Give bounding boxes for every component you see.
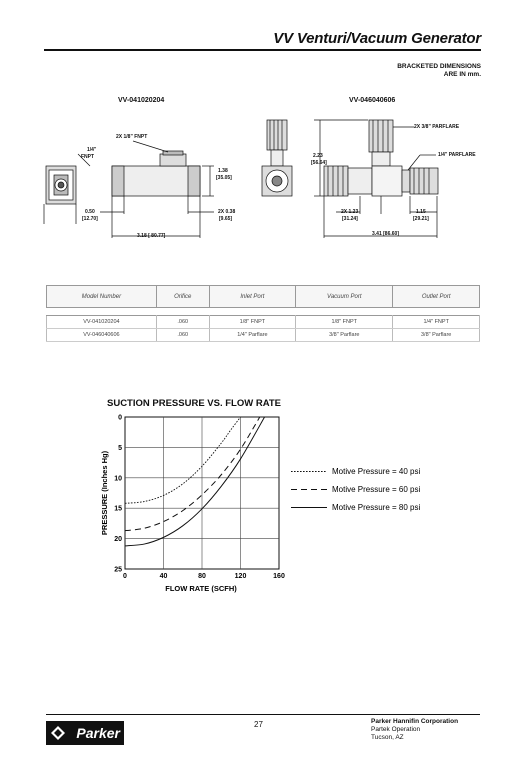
x-tick-label: 80 <box>198 573 206 580</box>
left-port-side-label-2: FNPT <box>81 154 95 160</box>
chart-title: SUCTION PRESSURE VS. FLOW RATE <box>107 398 282 409</box>
right-port-side-label: 1/4" PARFLARE <box>438 152 476 158</box>
series-line <box>125 417 241 503</box>
dimension-note-line1: BRACKETED DIMENSIONS <box>397 63 481 70</box>
right-height-dim-1: 2.23 <box>313 153 323 159</box>
right-height-dim-2: [56.64] <box>311 160 327 166</box>
table-cell: 1/8" FNPT <box>296 316 393 329</box>
table-cell: 1/4" Parflare <box>209 329 296 342</box>
col-header-orifice: Orifice <box>156 286 209 308</box>
table-row <box>47 316 480 329</box>
left-end-view <box>44 154 90 224</box>
logo-text: Parker <box>76 725 120 741</box>
left-dim-b-1: 2X 0.38 <box>218 209 236 215</box>
x-tick-label: 160 <box>273 573 285 580</box>
left-model-label: VV-041020204 <box>118 97 165 104</box>
right-end-view <box>262 120 292 196</box>
x-tick-labels <box>123 573 285 580</box>
col-header-outlet: Outlet Port <box>393 286 480 308</box>
legend-label: Motive Pressure = 40 psi <box>332 467 421 476</box>
left-dim-a-1: 0.50 <box>85 209 95 215</box>
left-port-side-label-1: 1/4" <box>87 147 97 153</box>
table-cell: VV-046040606 <box>47 329 157 342</box>
col-header-inlet: Inlet Port <box>209 286 296 308</box>
parker-logo <box>46 721 124 745</box>
col-header-model: Model Number <box>47 286 157 308</box>
chart-grid <box>125 417 279 569</box>
table-cell: 1/8" FNPT <box>209 316 296 329</box>
y-tick-label: 15 <box>114 505 122 513</box>
chart <box>90 410 510 600</box>
x-tick-label: 120 <box>234 573 247 580</box>
legend-label: Motive Pressure = 60 psi <box>332 485 421 494</box>
company-division: Partek Operation <box>371 726 421 733</box>
right-port-top-label: 2X 3/8" PARFLARE <box>414 124 460 130</box>
right-dim-a-2: [31.24] <box>342 216 358 222</box>
dimension-note-line2: ARE IN mm. <box>443 71 481 78</box>
series-line <box>125 417 260 531</box>
x-tick-label: 40 <box>159 573 168 580</box>
table-cell: VV-041020204 <box>47 316 157 329</box>
y-tick-label: 20 <box>114 536 122 544</box>
left-dim-b-2: [9.65] <box>219 216 233 222</box>
table-cell: 1/4" FNPT <box>393 316 480 329</box>
y-tick-label: 25 <box>114 566 122 574</box>
y-tick-labels <box>114 415 122 574</box>
series-line <box>125 417 265 546</box>
technical-drawings <box>0 0 527 260</box>
parker-logo-mark <box>51 726 65 740</box>
left-dim-a-2: [12.70] <box>82 216 98 222</box>
legend-label: Motive Pressure = 80 psi <box>332 503 421 512</box>
page-title: VV Venturi/Vacuum Generator <box>273 30 481 47</box>
footer-rule <box>46 714 480 715</box>
col-header-vacuum: Vacuum Port <box>296 286 393 308</box>
left-side-view <box>100 141 214 238</box>
left-port-top-label: 2X 1/8" FNPT <box>116 134 148 140</box>
spec-table <box>46 285 480 342</box>
company-location: Tucson, AZ <box>371 734 404 741</box>
left-length-dim: 3.18 [ 80.77] <box>137 233 166 239</box>
x-axis-label: FLOW RATE (SCFH) <box>165 584 237 593</box>
y-tick-label: 5 <box>118 444 122 452</box>
table-cell: .060 <box>156 329 209 342</box>
chart-legend <box>291 467 420 512</box>
left-height-dim-2: [35.05] <box>216 175 232 181</box>
left-height-dim-1: 1.38 <box>218 168 228 174</box>
x-tick-label: 0 <box>123 573 127 580</box>
y-tick-label: 0 <box>118 414 122 422</box>
chart-series <box>125 417 265 546</box>
y-tick-label: 10 <box>114 475 122 483</box>
right-dim-b-2: [29.21] <box>413 216 429 222</box>
right-side-view <box>314 120 438 238</box>
right-length-dim: 3.41 [86.60] <box>372 231 399 237</box>
right-model-label: VV-046040606 <box>349 97 396 104</box>
table-cell: 3/8" Parflare <box>393 329 480 342</box>
y-axis-label: PRESSURE (Inches Hg) <box>100 450 109 536</box>
table-cell: .060 <box>156 316 209 329</box>
right-dim-b-1: 1.15 <box>416 209 426 215</box>
spec-table-header-row <box>47 286 480 308</box>
right-dim-a-1: 2X 1.23 <box>341 209 359 215</box>
table-row <box>47 329 480 342</box>
table-cell: 3/8" Parflare <box>296 329 393 342</box>
page-number: 27 <box>254 720 263 729</box>
company-info <box>371 718 458 742</box>
company-name: Parker Hannifin Corporation <box>371 718 459 725</box>
